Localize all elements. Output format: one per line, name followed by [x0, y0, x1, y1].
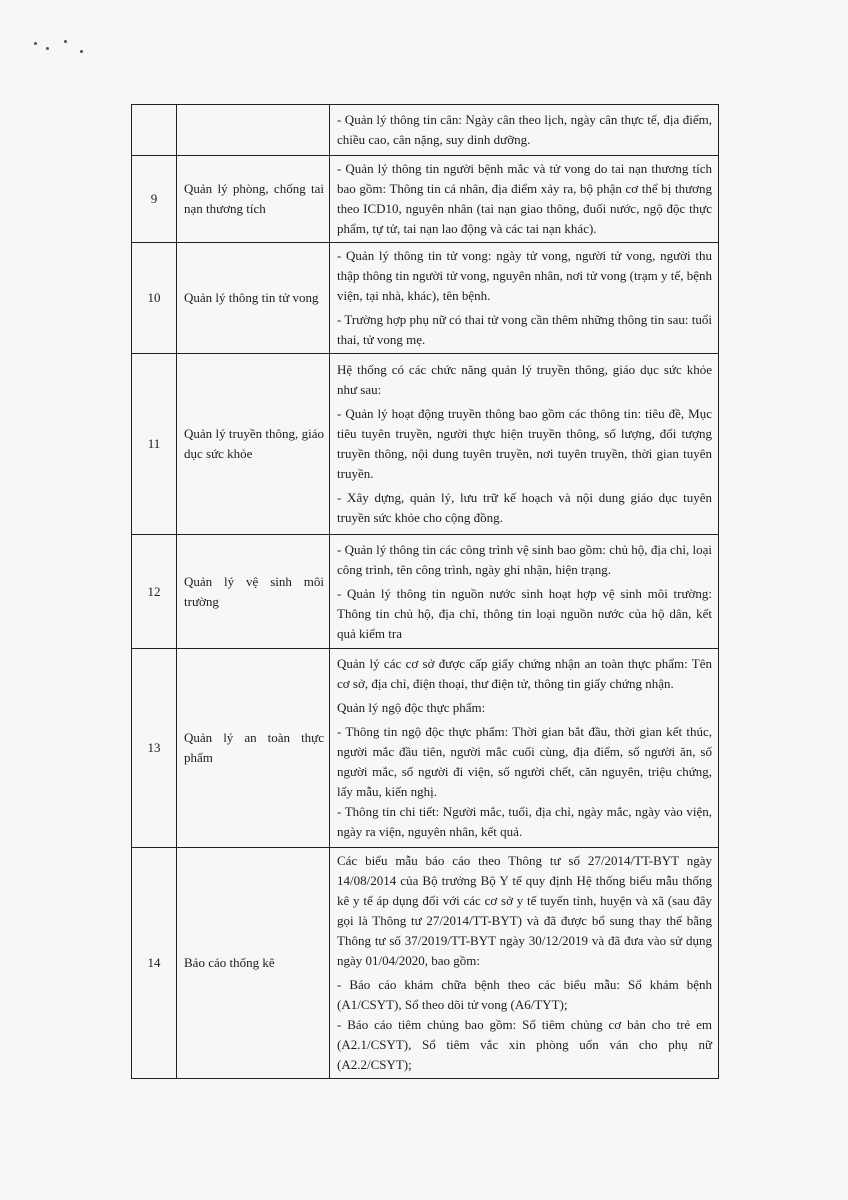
- description-paragraph: - Báo cáo khám chữa bệnh theo các biểu mẫu: Sổ khám bệnh (A1/CSYT), Sổ theo dõi tử vong (A6/TYT);: [337, 977, 712, 1012]
- description-paragraph: - Quản lý thông tin người bệnh mắc và tử vong do tai nạn thương tích bao gồm: Thông tin cá nhân, địa điểm xảy ra, bộ phận cơ thể bị thương theo ICD10, nguyên nhân (tai nạn giao thông, đuối nước, ngộ độc thực phẩm, tự tử, tai nạn lao động và các tai nạn khác).: [337, 161, 712, 236]
- description-paragraph: - Thông tin chi tiết: Người mắc, tuổi, địa chỉ, ngày mắc, ngày vào viện, ngày ra viện, nguyên nhân, kết quả.: [337, 804, 712, 839]
- function-name: Quản lý phòng, chống tai nạn thương tích: [177, 156, 330, 243]
- description-paragraph: - Trường hợp phụ nữ có thai tử vong cần thêm những thông tin sau: tuổi thai, tử vong mẹ.: [337, 312, 712, 347]
- function-description: [330, 105, 719, 156]
- table-row: [132, 848, 719, 1079]
- table-row: [132, 649, 719, 848]
- description-paragraph: Hệ thống có các chức năng quản lý truyền thông, giáo dục sức khỏe như sau:: [337, 362, 712, 397]
- row-number: 13: [132, 649, 177, 848]
- description-paragraph: - Quản lý hoạt động truyền thông bao gồm các thông tin: tiêu đề, Mục tiêu tuyên truyền, người thực hiện truyền thông, số lượng, đối tượng truyền thông, nội dung tuyên truyền, nơi tuyên truyền, thời gian tuyên truyền.: [337, 406, 712, 481]
- description-paragraph: - Quản lý thông tin các công trình vệ sinh bao gồm: chủ hộ, địa chỉ, loại công trình, tên công trình, ngày ghi nhận, hiện trạng.: [337, 541, 712, 577]
- description-paragraph: - Báo cáo tiêm chủng bao gồm: Sổ tiêm chủng cơ bản cho trẻ em (A2.1/CSYT), Sổ tiêm vắc xin phòng uốn ván cho phụ nữ (A2.2/CSYT);: [337, 1017, 712, 1072]
- row-number: 11: [132, 354, 177, 535]
- description-paragraph: - Thông tin ngộ độc thực phẩm: Thời gian bắt đầu, thời gian kết thúc, người mắc đầu tiên, người mắc cuối cùng, địa điểm, số người ăn, số người mắc, số người đi viện, số người chết, căn nguyên, triệu chứng, lấy mẫu, kiến nghị.: [337, 724, 712, 799]
- scan-specks: [34, 38, 94, 58]
- description-paragraph: Các biểu mẫu báo cáo theo Thông tư số 27/2014/TT-BYT ngày 14/08/2014 của Bộ trưởng Bộ Y tế quy định Hệ thống biểu mẫu thống kê y tế áp dụng đối với các cơ sở y tế tuyến tỉnh, huyện và xã (sau đây gọi là Thông tư 27/2014/TT-BYT) và đã được bổ sung thay thế bằng Thông tư số 37/2019/TT-BYT ngày 30/12/2019 và đã đưa vào sử dụng ngày 01/04/2020, bao gồm:: [337, 853, 712, 968]
- function-description: [330, 535, 719, 649]
- function-name: Quản lý an toàn thực phẩm: [177, 649, 330, 848]
- row-number: 14: [132, 848, 177, 1079]
- table-row: [132, 354, 719, 535]
- function-description: [330, 848, 719, 1079]
- description-paragraph: - Quản lý thông tin cân: Ngày cân theo lịch, ngày cân thực tế, địa điểm, chiều cao, cân nặng, suy dinh dưỡng.: [337, 112, 712, 147]
- description-paragraph: Quản lý các cơ sở được cấp giấy chứng nhận an toàn thực phẩm: Tên cơ sở, địa chỉ, điện thoại, thư điện tử, thông tin giấy chứng nhận.: [337, 656, 712, 691]
- description-paragraph: Quản lý ngộ độc thực phẩm:: [337, 700, 486, 715]
- row-number: 9: [132, 156, 177, 243]
- function-description: [330, 649, 719, 848]
- description-paragraph: - Xây dựng, quản lý, lưu trữ kế hoạch và nội dung giáo dục tuyên truyền sức khỏe cho cộng đồng.: [337, 490, 712, 525]
- function-name: Quản lý truyền thông, giáo dục sức khỏe: [177, 354, 330, 535]
- function-name: [177, 105, 330, 156]
- function-name: Quản lý thông tin tử vong: [177, 243, 330, 354]
- function-description: [330, 354, 719, 535]
- table-row: [132, 243, 719, 354]
- function-description: [330, 243, 719, 354]
- function-name: Báo cáo thống kê: [177, 848, 330, 1079]
- description-paragraph: - Quản lý thông tin nguồn nước sinh hoạt hợp vệ sinh môi trường: Thông tin chủ hộ, địa chỉ, thông tin loại nguồn nước của hộ dân, kết quả kiểm tra: [337, 585, 712, 641]
- table-row: [132, 105, 719, 156]
- function-description: [330, 156, 719, 243]
- row-number: [132, 105, 177, 156]
- feature-table: [131, 104, 719, 1079]
- table-row: [132, 156, 719, 243]
- table-row: [132, 535, 719, 649]
- row-number: 10: [132, 243, 177, 354]
- description-paragraph: - Quản lý thông tin tử vong: ngày tử vong, người tử vong, người thu thập thông tin người tử vong, nguyên nhân, nơi tử vong (trạm y tế, bệnh viện, tại nhà, khác), tên bệnh.: [337, 248, 712, 303]
- row-number: 12: [132, 535, 177, 649]
- function-name: Quản lý vệ sinh môi trường: [177, 535, 330, 649]
